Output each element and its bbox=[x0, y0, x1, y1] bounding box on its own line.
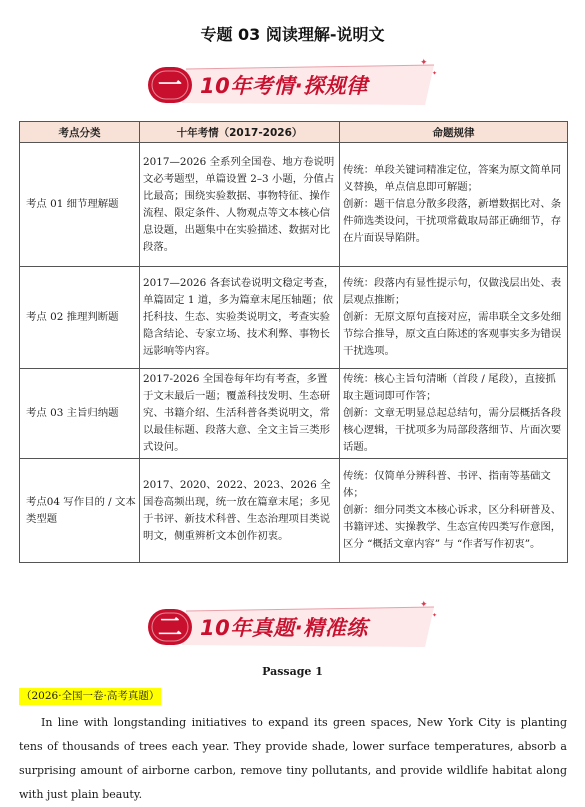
pattern-cell: 传统：仅简单分辨科普、书评、指南等基础文体； 创新：细分同类文本核心诉求，区分科研普及、书籍评述、实操教学、生态宣传四类写作意图，区分 “概括文章内容” 与 “作者写作初衷”。 bbox=[340, 459, 568, 563]
page-title: 专题 03 阅读理解-说明文 bbox=[200, 25, 385, 44]
table-header-row bbox=[20, 122, 568, 143]
pattern-cell: 传统：段落内有显性提示句，仅做浅层出处、表层观点推断； 创新：无原文原句直接对应，需串联全文多处细节综合推导，原文直白陈述的客观事实多为错误干扰选项。 bbox=[340, 267, 568, 369]
sparkle-icon: ✦ bbox=[420, 600, 428, 610]
column-header: 考点分类 bbox=[20, 122, 140, 143]
section-number: 一 bbox=[158, 71, 182, 99]
pattern-cell: 传统：核心主旨句清晰（首段 / 尾段），直接抓取主题词即可作答； 创新：文章无明显总起总结句，需分层概括各段核心逻辑，干扰项多为局部段落细节、片面次要话题。 bbox=[340, 369, 568, 459]
pattern-cell: 传统：单段关键词精准定位，答案为原文简单同义替换，单点信息即可解题； 创新：题干信息分散多段落，新增数据比对、条件筛选类设问，干扰项常截取局部正确细节，存在片面误导陷阱。 bbox=[340, 143, 568, 267]
passage-paragraph: In line with longstanding initiatives to expand its green spaces, New York City is planting tens of thousands of trees each year. They provide shade, lower surface temperatures, absorb a surprising amount of airborne carbon, remove tiny pollutants, and provide wildlife habitat along with just plain beauty. bbox=[19, 716, 567, 801]
passage-title: Passage 1 bbox=[262, 665, 323, 678]
section-number: 二 bbox=[158, 613, 182, 641]
category-cell: 考点 03 主旨归纳题 bbox=[20, 369, 140, 459]
column-header: 命题规律 bbox=[340, 122, 568, 143]
section-title: 10年考情·探规律 bbox=[200, 74, 368, 98]
category-cell: 考点 02 推理判断题 bbox=[20, 267, 140, 369]
column-header: 十年考情（2017-2026） bbox=[140, 122, 340, 143]
category-cell: 考点04 写作目的 / 文本类型题 bbox=[20, 459, 140, 563]
history-cell: 2017-2026 全国卷每年均有考查，多置于文末最后一题；覆盖科技发明、生态研究、书籍介绍、生活科普各类说明文，常以最佳标题、段落大意、全文主旨三类形式设问。 bbox=[140, 369, 340, 459]
table-row bbox=[20, 267, 568, 369]
category-cell: 考点 01 细节理解题 bbox=[20, 143, 140, 267]
section-title: 10年真题·精准练 bbox=[200, 616, 368, 640]
table-row bbox=[20, 369, 568, 459]
table-row bbox=[20, 459, 568, 563]
sparkle-icon: ✦ bbox=[432, 612, 438, 619]
history-cell: 2017—2026 各套试卷说明文稳定考查，单篇固定 1 道，多为篇章末尾压轴题；依托科技、生态、实验类说明文，考查实验隐含结论、专家立场、技术利弊、事物长远影响等内容。 bbox=[140, 267, 340, 369]
history-cell: 2017—2026 全系列全国卷、地方卷说明文必考题型，单篇设置 2–3 小题，分值占比最高；围绕实验数据、事物特征、操作流程、限定条件、人物观点等文本核心信息设题，出题集中在实验描述、数据对比段落。 bbox=[140, 143, 340, 267]
section-banner-2 bbox=[142, 600, 442, 650]
sparkle-icon: ✦ bbox=[432, 70, 438, 77]
table-row bbox=[20, 143, 568, 267]
history-cell: 2017、2020、2022、2023、2026 全国卷高频出现，统一放在篇章末尾；多见于书评、新技术科普、生态治理项目类说明文，侧重辨析文本创作初衷。 bbox=[140, 459, 340, 563]
sparkle-icon: ✦ bbox=[420, 58, 428, 68]
exam-analysis-table bbox=[19, 121, 568, 563]
section-banner-1 bbox=[142, 58, 442, 108]
passage-source: （2026·全国一卷·高考真题） bbox=[19, 688, 161, 705]
